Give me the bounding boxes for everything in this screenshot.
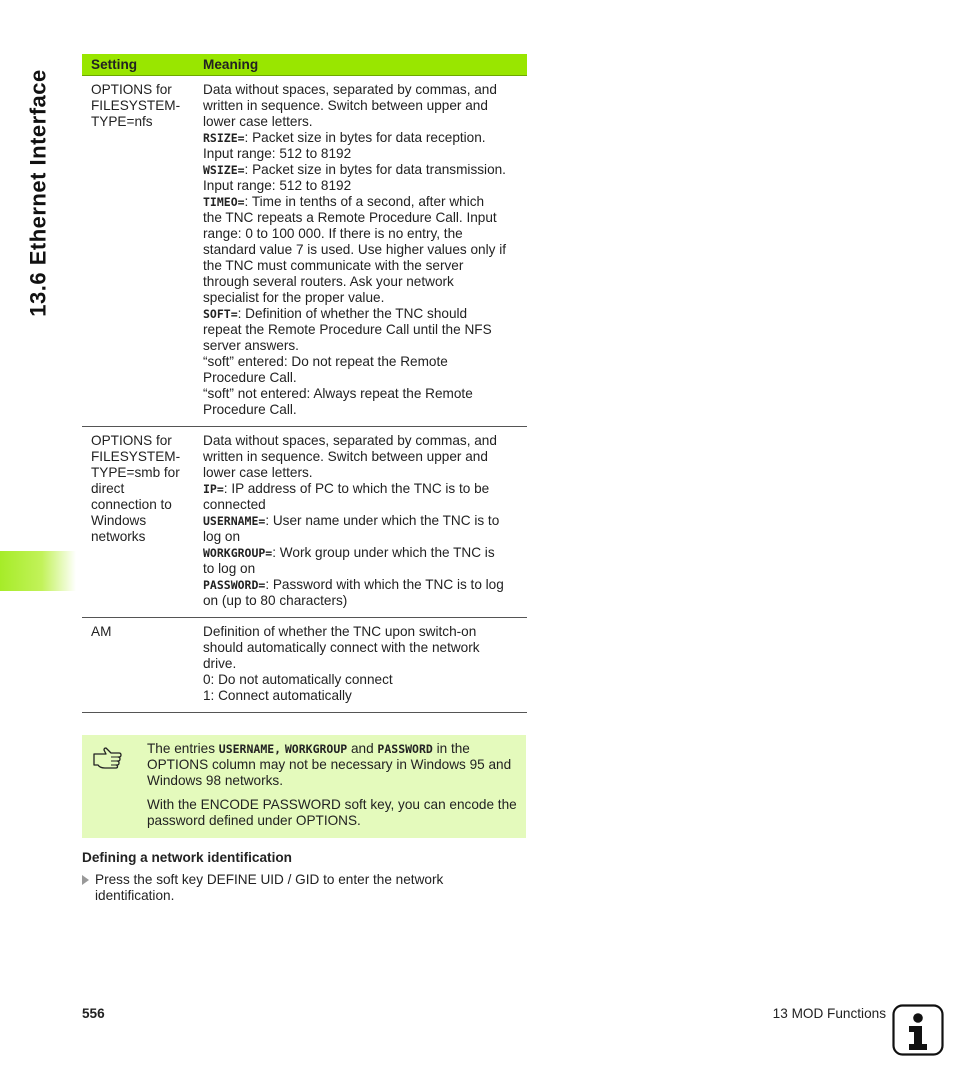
meaning-text: : Definition of whether the TNC should: [237, 306, 468, 321]
note-keyword-password: PASSWORD: [377, 742, 433, 756]
meaning-text: : Packet size in bytes for data transmission.: [244, 162, 506, 177]
meaning-line: [203, 433, 518, 449]
meaning-line: [203, 593, 518, 609]
table-header-row: [82, 54, 527, 76]
setting-cell: [82, 618, 194, 713]
meaning-text: : User name under which the TNC is to: [265, 513, 500, 528]
instruction-step: [82, 872, 492, 904]
meaning-line: [203, 226, 518, 242]
meaning-text: lower case letters.: [203, 114, 313, 129]
meaning-cell: [194, 618, 527, 713]
parameter-keyword: SOFT=: [203, 307, 238, 321]
meaning-line: [203, 130, 518, 146]
setting-line: TYPE=smb for: [91, 465, 180, 480]
meaning-line: [203, 338, 518, 354]
meaning-text: specialist for the proper value.: [203, 290, 385, 305]
meaning-text: : Time in tenths of a second, after which: [244, 194, 485, 209]
meaning-line: [203, 481, 518, 497]
meaning-line: [203, 561, 518, 577]
meaning-cell: [194, 427, 527, 618]
meaning-line: [203, 162, 518, 178]
meaning-text: the TNC must communicate with the server: [203, 258, 464, 273]
meaning-line: [203, 98, 518, 114]
meaning-line: [203, 306, 518, 322]
pointing-hand-icon: [92, 745, 124, 769]
meaning-line: [203, 656, 518, 672]
meaning-text: Input range: 512 to 8192: [203, 146, 352, 161]
meaning-line: [203, 672, 518, 688]
meaning-text: written in sequence. Switch between upper and: [203, 98, 488, 113]
meaning-line: [203, 529, 518, 545]
table-body: [82, 76, 527, 713]
parameter-keyword: PASSWORD=: [203, 578, 266, 592]
meaning-line: [203, 402, 518, 418]
step-arrow-icon: [82, 875, 89, 885]
note-text-d: in the OPTIONS column may not be necessary in Windows 95 and Windows 98 networks.: [147, 741, 512, 788]
setting-line: connection to: [91, 497, 172, 512]
meaning-text: to log on: [203, 561, 256, 576]
meaning-line: [203, 465, 518, 481]
meaning-text: Procedure Call.: [203, 402, 297, 417]
meaning-text: the TNC repeats a Remote Procedure Call. Input: [203, 210, 497, 225]
meaning-text: : Password with which the TNC is to log: [265, 577, 504, 592]
meaning-text: written in sequence. Switch between upper and: [203, 449, 488, 464]
meaning-line: [203, 242, 518, 258]
meaning-text: repeat the Remote Procedure Call until the NFS: [203, 322, 492, 337]
meaning-text: connected: [203, 497, 266, 512]
meaning-line: [203, 290, 518, 306]
meaning-text: range: 0 to 100 000. If there is no entry, the: [203, 226, 463, 241]
meaning-text: 0: Do not automatically connect: [203, 672, 393, 687]
meaning-line: [203, 449, 518, 465]
setting-line: Windows: [91, 513, 147, 528]
table-row: [82, 427, 527, 618]
meaning-text: Definition of whether the TNC upon switch-on: [203, 624, 477, 639]
chapter-side-title: [14, 48, 64, 338]
parameter-keyword: RSIZE=: [203, 131, 245, 145]
meaning-line: [203, 354, 518, 370]
meaning-line: [203, 146, 518, 162]
note-text-c: and: [347, 741, 378, 756]
info-icon: [892, 1004, 944, 1056]
parameter-keyword: TIMEO=: [203, 195, 245, 209]
meaning-text: : Work group under which the TNC is: [272, 545, 495, 560]
meaning-line: [203, 82, 518, 98]
meaning-text: lower case letters.: [203, 465, 313, 480]
parameter-keyword: IP=: [203, 482, 224, 496]
step-text: Press the soft key DEFINE UID / GID to enter the network identification.: [95, 872, 444, 903]
note-text-a: The entries: [147, 741, 219, 756]
meaning-line: [203, 210, 518, 226]
meaning-text: Data without spaces, separated by commas, and: [203, 433, 497, 448]
meaning-line: [203, 577, 518, 593]
meaning-line: [203, 114, 518, 130]
table-row: [82, 76, 527, 427]
chapter-footer: 13 MOD Functions: [772, 1006, 886, 1021]
meaning-text: Data without spaces, separated by commas, and: [203, 82, 497, 97]
chapter-tab-marker: [0, 551, 76, 591]
setting-line: FILESYSTEM-: [91, 449, 181, 464]
meaning-line: [203, 640, 518, 656]
header-meaning: Meaning: [194, 54, 527, 76]
page-number: 556: [82, 1006, 105, 1021]
note-text: [147, 741, 517, 837]
meaning-line: [203, 274, 518, 290]
meaning-line: [203, 545, 518, 561]
meaning-text: : Packet size in bytes for data reception.: [244, 130, 486, 145]
note-box: [82, 735, 526, 838]
setting-line: AM: [91, 624, 112, 639]
meaning-text: Input range: 512 to 8192: [203, 178, 352, 193]
meaning-text: on (up to 80 characters): [203, 593, 348, 608]
meaning-line: [203, 624, 518, 640]
meaning-line: [203, 178, 518, 194]
meaning-text: log on: [203, 529, 241, 544]
parameter-keyword: WORKGROUP=: [203, 546, 273, 560]
settings-table: [82, 54, 527, 713]
table-row: [82, 618, 527, 713]
setting-cell: [82, 76, 194, 427]
meaning-cell: [194, 76, 527, 427]
meaning-text: Procedure Call.: [203, 370, 297, 385]
meaning-line: [203, 386, 518, 402]
note-paragraph-1: [147, 741, 517, 789]
chapter-title-text: 13.6 Ethernet Interface: [26, 69, 52, 317]
note-keyword-workgroup: WORKGROUP: [284, 742, 348, 756]
meaning-line: [203, 370, 518, 386]
header-setting: Setting: [82, 54, 194, 76]
setting-line: FILESYSTEM-: [91, 98, 181, 113]
meaning-line: [203, 322, 518, 338]
parameter-keyword: USERNAME=: [203, 514, 266, 528]
note-paragraph-2: With the ENCODE PASSWORD soft key, you can encode the password defined under OPTIONS.: [147, 797, 517, 828]
setting-cell: [82, 427, 194, 618]
setting-line: TYPE=nfs: [91, 114, 153, 129]
meaning-line: [203, 258, 518, 274]
note-keyword-username: USERNAME,: [218, 742, 282, 756]
meaning-line: [203, 513, 518, 529]
meaning-line: [203, 497, 518, 513]
setting-line: OPTIONS for: [91, 82, 172, 97]
parameter-keyword: WSIZE=: [203, 163, 245, 177]
meaning-text: drive.: [203, 656, 237, 671]
meaning-text: server answers.: [203, 338, 299, 353]
meaning-text: 1: Connect automatically: [203, 688, 352, 703]
meaning-text: “soft” not entered: Always repeat the Remote: [203, 386, 473, 401]
meaning-text: standard value 7 is used. Use higher values only if: [203, 242, 507, 257]
meaning-text: through several routers. Ask your network: [203, 274, 454, 289]
meaning-text: should automatically connect with the network: [203, 640, 480, 655]
setting-line: networks: [91, 529, 146, 544]
setting-line: OPTIONS for: [91, 433, 172, 448]
meaning-text: : IP address of PC to which the TNC is to be: [223, 481, 490, 496]
meaning-line: [203, 688, 518, 704]
meaning-line: [203, 194, 518, 210]
section-heading: Defining a network identification: [82, 850, 292, 865]
meaning-text: “soft” entered: Do not repeat the Remote: [203, 354, 448, 369]
setting-line: direct: [91, 481, 125, 496]
